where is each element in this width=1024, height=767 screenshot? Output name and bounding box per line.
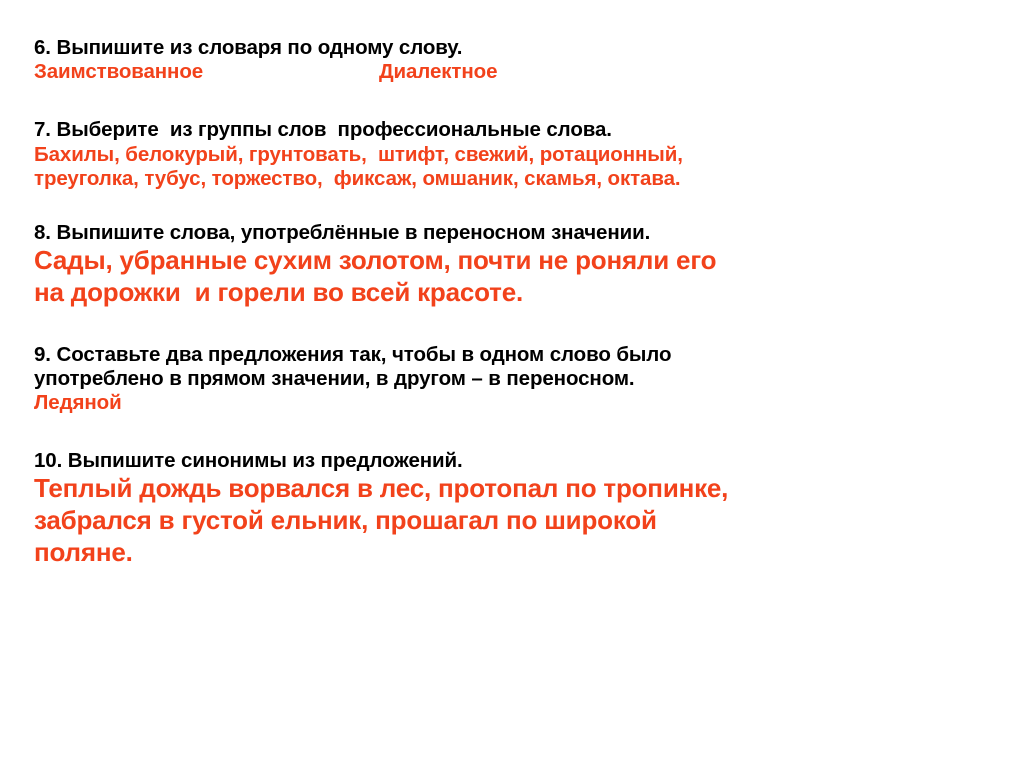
task-6-question: 6. Выпишите из словаря по одному слову. xyxy=(34,36,463,59)
task-6-answer-row xyxy=(34,60,990,84)
task-8-answer-line-1: Сады, убранные сухим золотом, почти не роняли его xyxy=(34,245,717,276)
task-6-answer-borrowed: Заимствованное xyxy=(34,60,204,84)
spacer xyxy=(34,191,990,221)
task-8-question: 8. Выпишите слова, употреблённые в переносном значении. xyxy=(34,220,651,244)
task-7-answer-line-2: треуголка, тубус, торжество, фиксаж, омшаник, скамья, октава. xyxy=(34,166,681,190)
task-10-block xyxy=(34,449,990,568)
task-10-answer-line-2: забрался в густой ельник, прошагал по широкой xyxy=(34,505,657,536)
task-8-answer-line-2: на дорожки и горели во всей красоте. xyxy=(34,276,523,307)
spacer xyxy=(34,84,990,118)
task-9-answer: Ледяной xyxy=(34,390,122,414)
spacer xyxy=(34,415,990,449)
task-10-question: 10. Выпишите синонимы из предложений. xyxy=(34,449,463,473)
task-7-question: 7. Выберите из группы слов профессиональные слова. xyxy=(34,118,612,142)
task-6-block xyxy=(34,36,990,84)
spacer xyxy=(34,309,990,343)
task-7-block xyxy=(34,118,990,191)
task-10-answer-line-1: Теплый дождь ворвался в лес, протопал по тропинке, xyxy=(34,473,729,504)
task-9-question-line-2: употреблено в прямом значении, в другом – в переносном. xyxy=(34,366,635,390)
task-8-block xyxy=(34,221,990,309)
task-9-question-line-1: 9. Составьте два предложения так, чтобы в одном слово было xyxy=(34,342,672,366)
task-6-answer-dialect: Диалектное xyxy=(379,60,498,84)
task-10-answer-line-3: поляне. xyxy=(34,536,133,567)
task-9-block xyxy=(34,343,990,416)
task-7-answer-line-1: Бахилы, белокурый, грунтовать, штифт, свежий, ротационный, xyxy=(34,142,683,166)
